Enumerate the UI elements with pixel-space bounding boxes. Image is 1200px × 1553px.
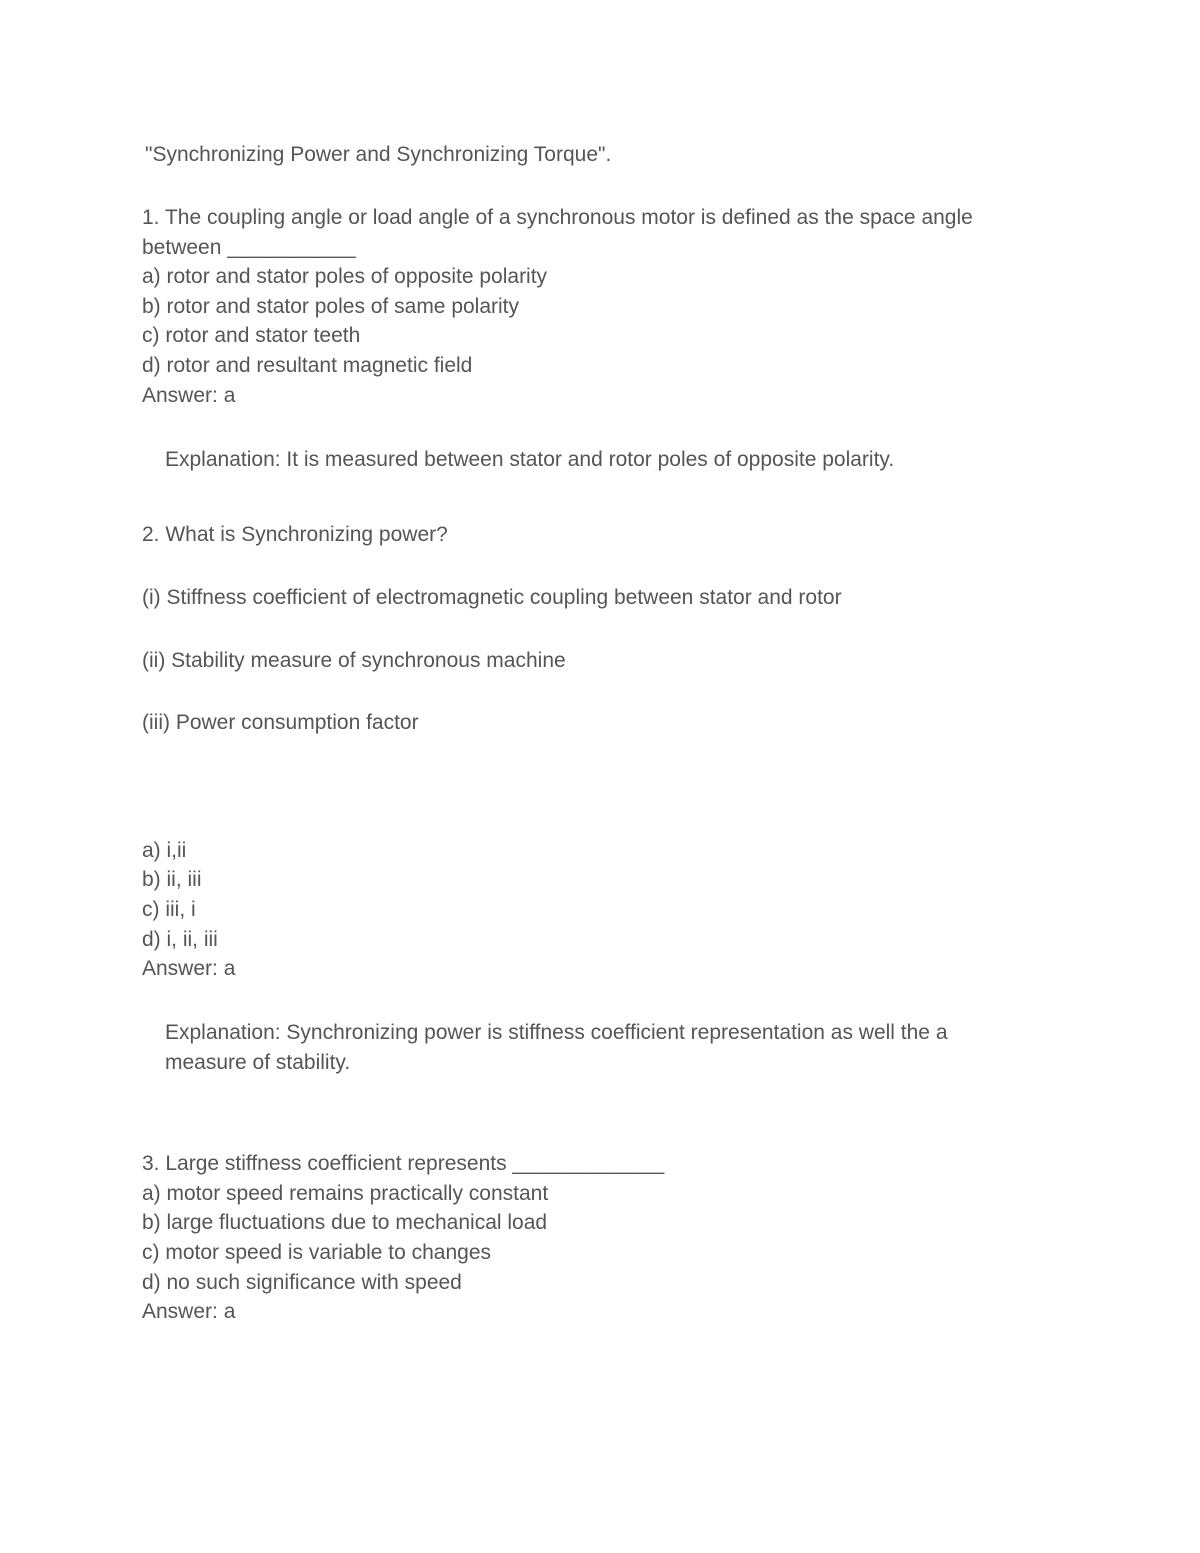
q2-explanation-line2: measure of stability. [165,1051,351,1074]
q2-option-a: a) i,ii [142,839,187,862]
q2-statement-ii: (ii) Stability measure of synchronous machine [142,649,566,672]
q3-option-c: c) motor speed is variable to changes [142,1241,492,1264]
q1-option-c: c) rotor and stator teeth [142,324,361,347]
q2-option-d: d) i, ii, iii [142,928,218,951]
q1-option-a: a) rotor and stator poles of opposite polarity [142,265,548,288]
q3-stem: 3. Large stiffness coefficient represents _____________ [142,1152,665,1175]
q3-answer: Answer: a [142,1300,236,1323]
document-title: "Synchronizing Power and Synchronizing Torque". [145,143,612,166]
q1-explanation: Explanation: It is measured between stator and rotor poles of opposite polarity. [165,448,895,471]
q2-option-b: b) ii, iii [142,868,202,891]
q3-option-d: d) no such significance with speed [142,1271,462,1294]
q1-option-b: b) rotor and stator poles of same polarity [142,295,520,318]
q1-stem-line1: 1. The coupling angle or load angle of a synchronous motor is defined as the space angle [142,206,973,229]
q1-stem-line2: between ___________ [142,236,356,259]
q3-option-b: b) large fluctuations due to mechanical load [142,1211,548,1234]
q2-statement-iii: (iii) Power consumption factor [142,711,419,734]
q1-answer: Answer: a [142,384,236,407]
q2-statement-i: (i) Stiffness coefficient of electromagnetic coupling between stator and rotor [142,586,842,609]
q3-option-a: a) motor speed remains practically constant [142,1182,549,1205]
q2-answer: Answer: a [142,957,236,980]
q1-option-d: d) rotor and resultant magnetic field [142,354,473,377]
q2-stem: 2. What is Synchronizing power? [142,523,448,546]
q2-explanation-line1: Explanation: Synchronizing power is stiffness coefficient representation as well the a [165,1021,948,1044]
q2-option-c: c) iii, i [142,898,196,921]
